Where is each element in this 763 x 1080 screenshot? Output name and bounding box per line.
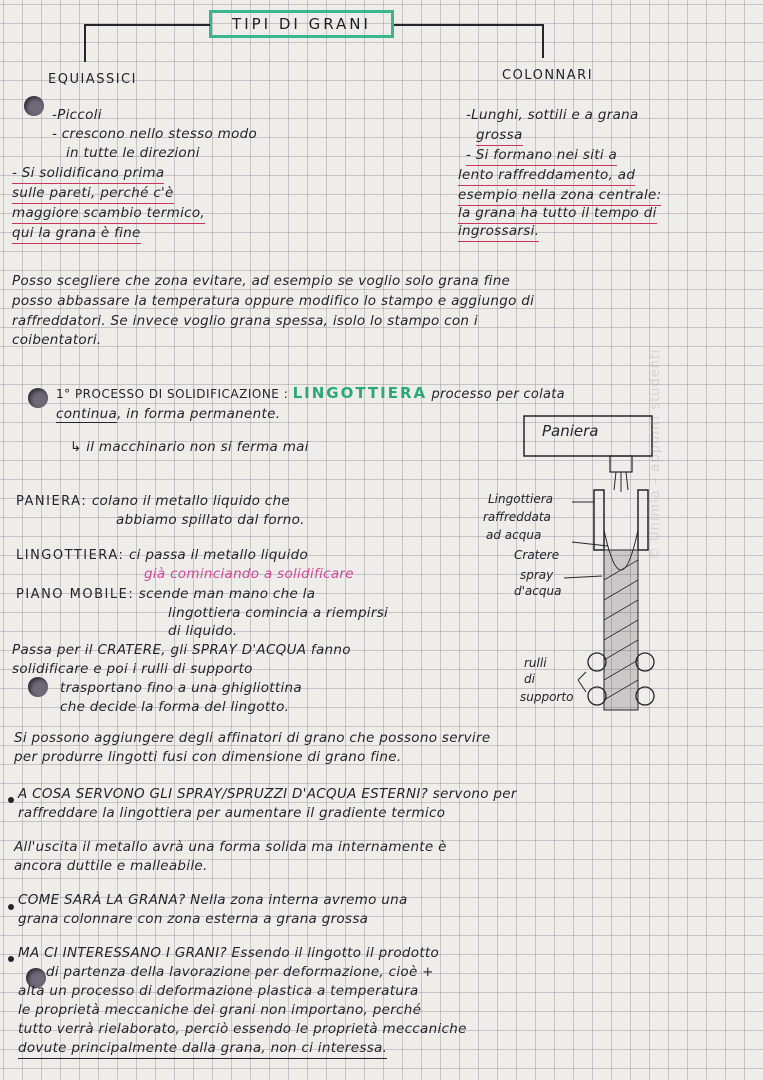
question-line: le proprietà meccaniche dei grani non importano, perché bbox=[18, 1002, 422, 1018]
diagram-label: d'acqua bbox=[514, 584, 562, 598]
definition-label: PIANO MOBILE: bbox=[16, 587, 135, 602]
tree-line-right-drop bbox=[542, 24, 544, 58]
diagram-label: spray bbox=[520, 568, 554, 582]
question-line: COME SARÀ LA GRANA? Nella zona interna avremo una bbox=[18, 892, 408, 908]
colonnari-line: ingrossarsi. bbox=[458, 222, 539, 242]
diagram-label: Cratere bbox=[514, 548, 560, 562]
colonnari-line: lento raffreddamento, ad bbox=[458, 166, 635, 186]
punch-hole bbox=[28, 677, 48, 697]
processo-heading bbox=[56, 384, 565, 404]
processo-continua: continua bbox=[56, 406, 118, 422]
processo-line2 bbox=[56, 405, 280, 424]
definition-row bbox=[16, 546, 308, 565]
equiassici-line: -Piccoli bbox=[52, 107, 102, 123]
definition-text: scende man mano che la bbox=[138, 586, 316, 602]
paragraph-line: ancora duttile e malleabile. bbox=[14, 858, 208, 874]
definition-row bbox=[16, 585, 315, 604]
paragraph-line: posso abbassare la temperatura oppure modifico lo stampo e aggiungo di bbox=[12, 293, 535, 309]
support-roller bbox=[588, 653, 606, 671]
support-roller bbox=[636, 653, 654, 671]
equiassici-line: - Si solidificano prima bbox=[12, 164, 164, 184]
definition-row bbox=[16, 492, 290, 511]
paragraph-line: trasportano fino a una ghigliottina bbox=[60, 680, 302, 696]
definition-cont: lingottiera comincia a riempirsi bbox=[168, 605, 389, 621]
colonnari-line: -Lunghi, sottili e a grana bbox=[466, 107, 639, 123]
colonnari-line: la grana ha tutto il tempo di bbox=[458, 204, 657, 224]
watermark: © Unimia – appunti studenti bbox=[648, 348, 663, 560]
definition-cont: di liquido. bbox=[168, 623, 238, 639]
paragraph-line: raffreddatori. Se invece voglio grana spessa, isolo lo stampo con i bbox=[12, 313, 478, 329]
diagram-label: rulli bbox=[524, 656, 547, 670]
question-line: tutto verrà rielaborato, perciò essendo le proprietà meccaniche bbox=[18, 1021, 467, 1037]
question-line: raffreddare la lingottiera per aumentare il gradiente termico bbox=[18, 805, 446, 821]
diagram-label: raffreddata bbox=[483, 510, 551, 524]
label-arrow bbox=[564, 502, 608, 692]
question-line: alta un processo di deformazione plastica a temperatura bbox=[18, 983, 419, 999]
equiassici-line: sulle pareti, perché c'è bbox=[12, 184, 174, 204]
support-roller bbox=[588, 687, 606, 705]
tree-line-left bbox=[84, 24, 210, 26]
paniera-spout bbox=[610, 456, 632, 472]
paragraph-line: Passa per il CRATERE, gli SPRAY D'ACQUA fanno bbox=[12, 642, 351, 658]
definition-text: ci passa il metallo liquido bbox=[128, 547, 309, 563]
processo-prefix: 1° PROCESSO DI SOLIDIFICAZIONE : bbox=[56, 387, 289, 401]
paragraph-line: All'uscita il metallo avrà una forma solida ma internamente è bbox=[14, 839, 447, 855]
diagram-box-label: Paniera bbox=[542, 422, 599, 440]
definition-cont: abbiamo spillato dal forno. bbox=[116, 512, 305, 528]
diagram-label: supporto bbox=[520, 690, 574, 704]
paragraph-line: Si possono aggiungere degli affinatori di grano che possono servire bbox=[14, 730, 491, 746]
mould-wall-right bbox=[638, 490, 648, 550]
question-line: dovute principalmente dalla grana, non ci interessa. bbox=[18, 1039, 387, 1059]
paragraph-line: che decide la forma del lingotto. bbox=[60, 699, 290, 715]
equiassici-line: qui la grana è fine bbox=[12, 224, 141, 244]
paragraph-line: per produrre lingotti fusi con dimensione di grano fine. bbox=[14, 749, 402, 765]
equiassici-line: in tutte le direzioni bbox=[66, 145, 200, 161]
question-line: MA CI INTERESSANO I GRANI? Essendo il lingotto il prodotto bbox=[18, 945, 440, 961]
processo-suffix: processo per colata bbox=[431, 387, 565, 402]
heading-colonnari: COLONNARI bbox=[502, 68, 594, 83]
equiassici-line: maggiore scambio termico, bbox=[12, 204, 205, 224]
definition-text: colano il metallo liquido che bbox=[91, 493, 290, 509]
bullet-dot bbox=[8, 956, 14, 962]
question-line: A COSA SERVONO GLI SPRAY/SPRUZZI D'ACQUA ESTERNI? servono per bbox=[18, 786, 517, 802]
heading-equiassici: EQUIASSICI bbox=[48, 72, 137, 87]
bullet-dot bbox=[8, 797, 14, 803]
paragraph-line: coibentatori. bbox=[12, 332, 102, 348]
definition-cont: già cominciando a solidificare bbox=[144, 566, 354, 582]
equiassici-line: - crescono nello stesso modo bbox=[52, 126, 258, 142]
page-title bbox=[209, 10, 394, 38]
colonnari-line: grossa bbox=[476, 126, 523, 146]
colonnari-line: - Si formano nei siti a bbox=[466, 146, 617, 166]
diagram-label: Lingottiera bbox=[488, 492, 553, 506]
colonnari-line: esempio nella zona centrale: bbox=[458, 186, 661, 206]
processo-highlight: LINGOTTIERA bbox=[292, 384, 428, 402]
page-title-text: TIPI DI GRANI bbox=[232, 15, 371, 33]
question-line: grana colonnare con zona esterna a grana grossa bbox=[18, 911, 369, 927]
metal-stream bbox=[614, 472, 628, 492]
tree-line-left-drop bbox=[84, 24, 86, 62]
tree-line-right bbox=[394, 24, 542, 26]
definition-label: PANIERA: bbox=[16, 494, 88, 509]
processo-note: ↳ il macchinario non si ferma mai bbox=[70, 439, 309, 455]
bullet-dot bbox=[8, 904, 14, 910]
punch-hole bbox=[28, 388, 48, 408]
definition-label: LINGOTTIERA: bbox=[16, 548, 125, 563]
support-roller bbox=[636, 687, 654, 705]
processo-line2-rest: , in forma permanente. bbox=[117, 406, 281, 422]
punch-hole bbox=[24, 96, 44, 116]
paragraph-line: Posso scegliere che zona evitare, ad esempio se voglio solo grana fine bbox=[12, 273, 511, 289]
diagram-label: ad acqua bbox=[486, 528, 542, 542]
paragraph-line: solidificare e poi i rulli di supporto bbox=[12, 661, 253, 677]
question-line: di partenza della lavorazione per deformazione, cioè + bbox=[46, 964, 434, 980]
diagram-label: di bbox=[524, 672, 535, 686]
mould-wall-left bbox=[594, 490, 604, 550]
